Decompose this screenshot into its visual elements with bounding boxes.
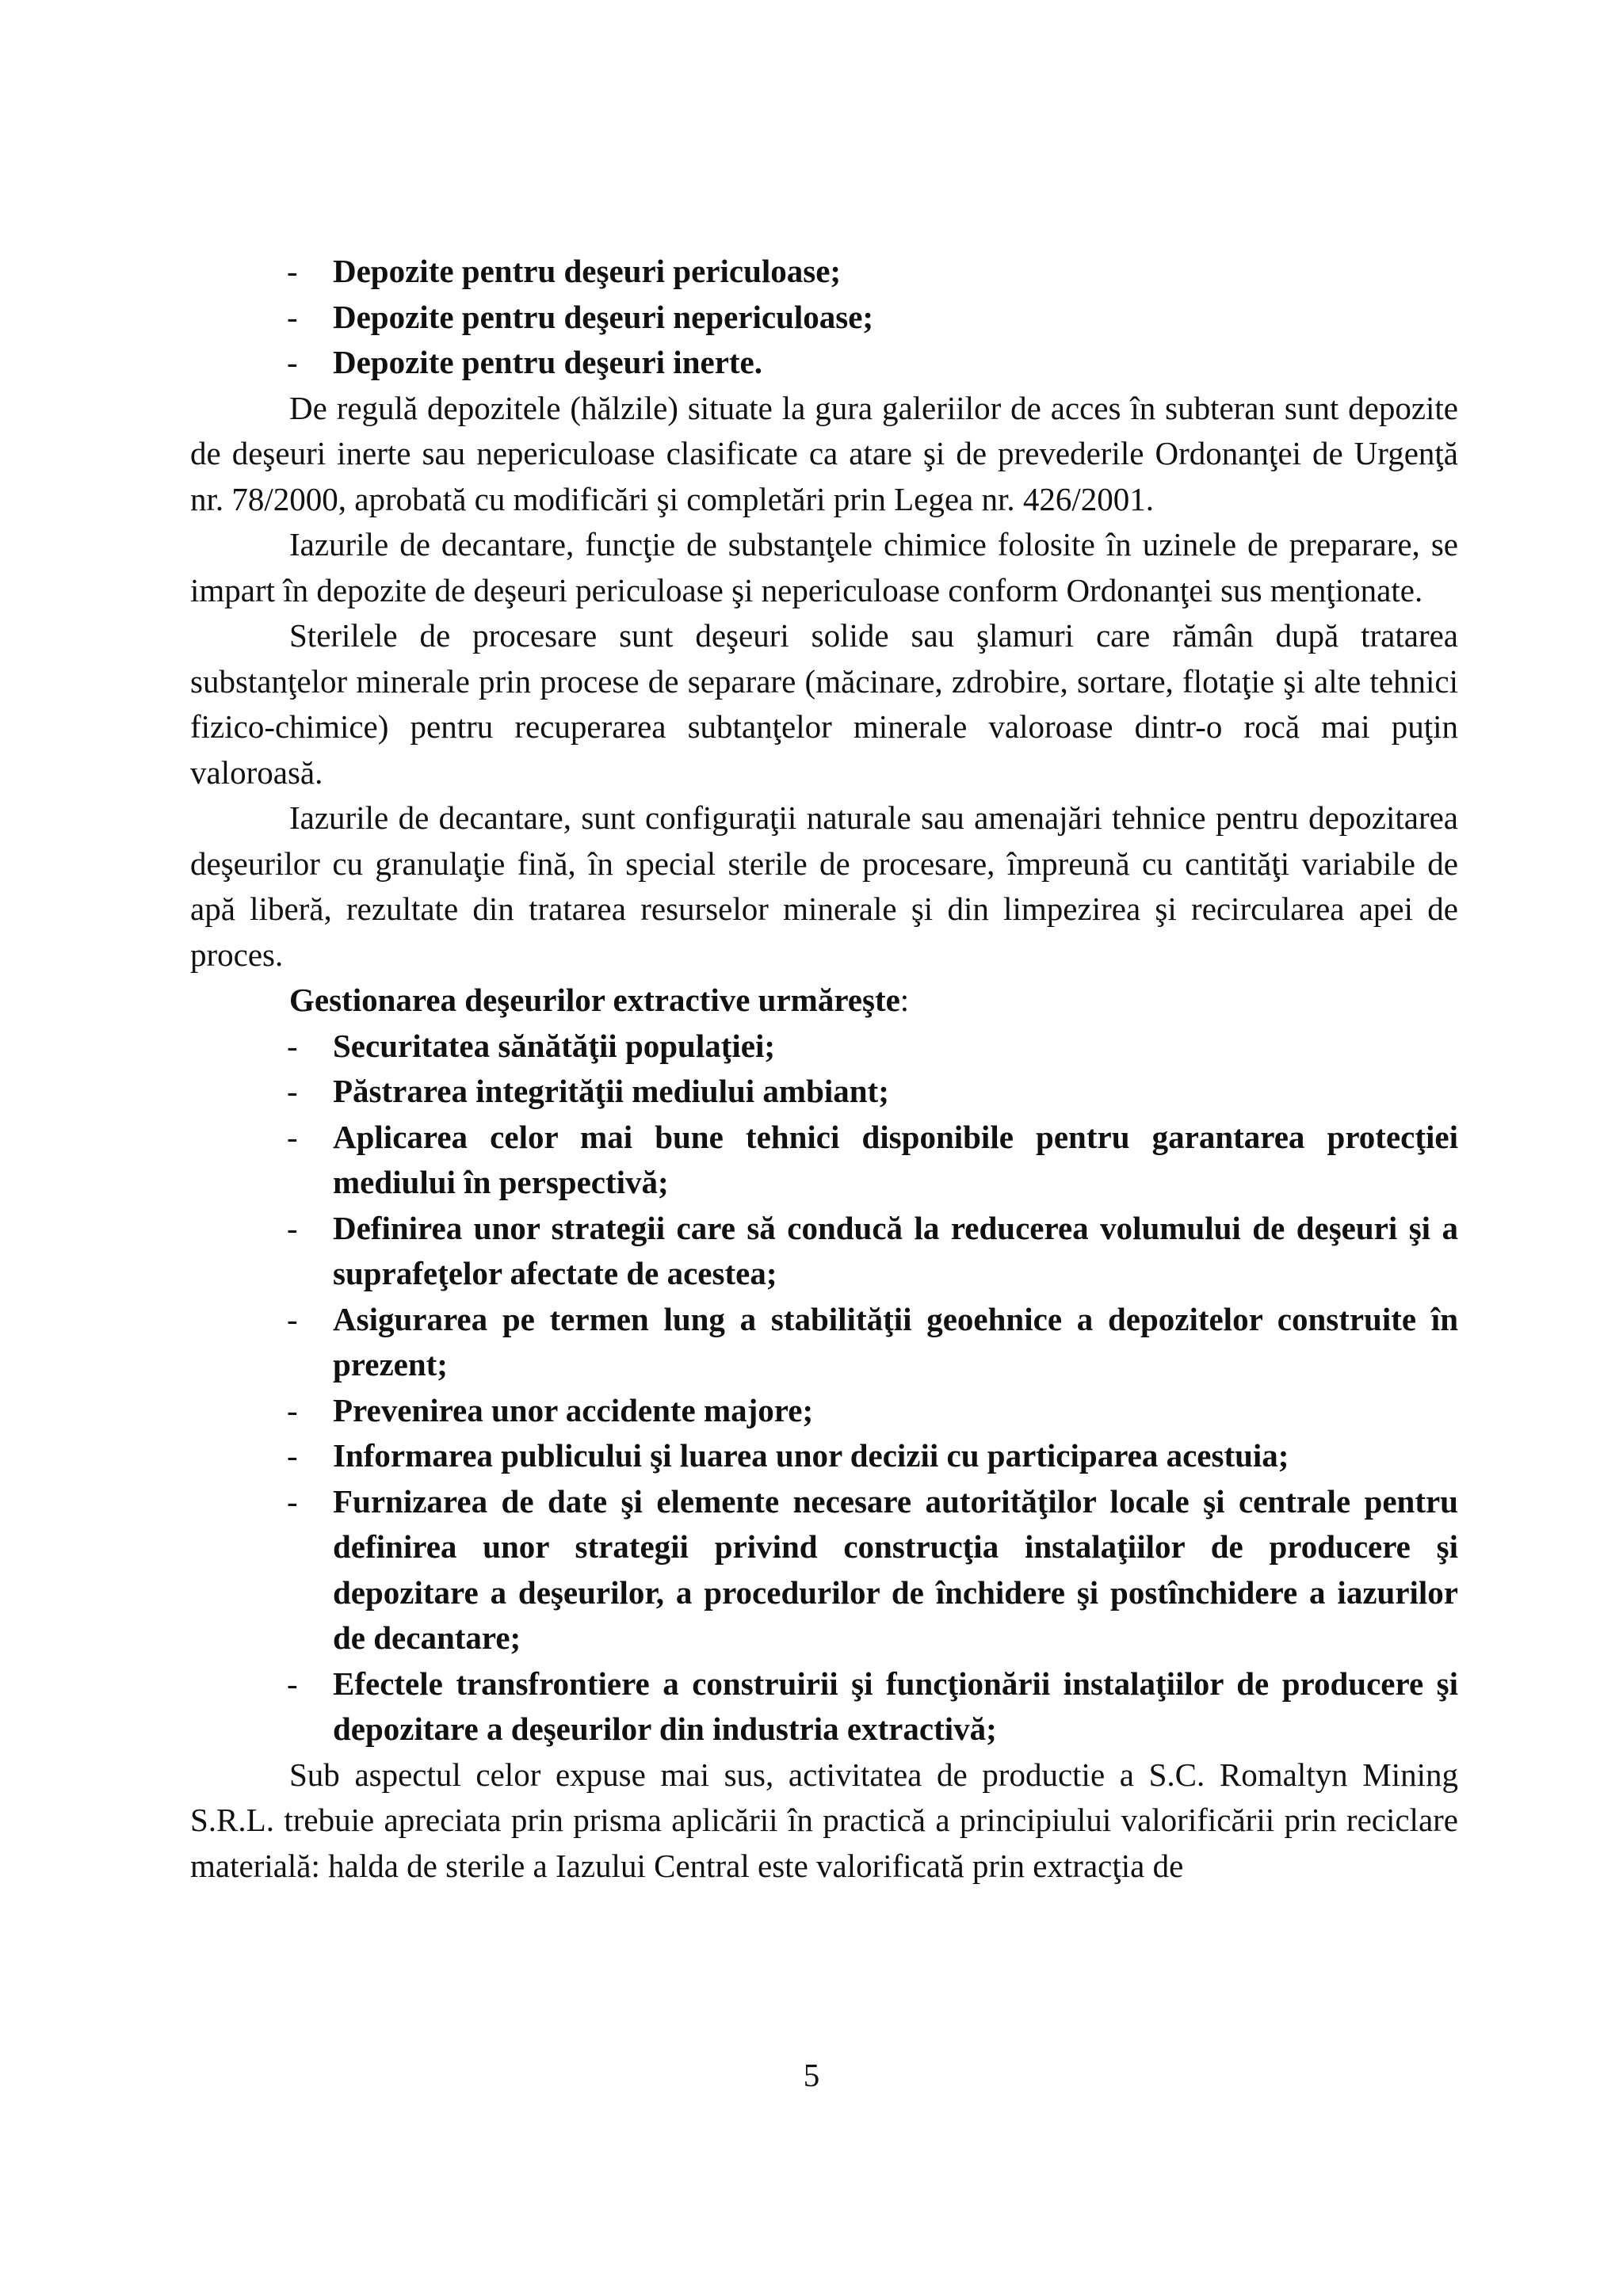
heading-suffix: : bbox=[899, 982, 910, 1018]
list-dash: - bbox=[287, 1391, 298, 1428]
list-item: - Prevenirea unor accidente majore; bbox=[190, 1388, 1458, 1434]
page-number: 5 bbox=[803, 2057, 820, 2093]
list-dash: - bbox=[287, 1118, 298, 1155]
list-item: - Asigurarea pe termen lung a stabilităţii geoehnice a depozitelor construite în prezent; bbox=[190, 1297, 1458, 1388]
heading-text: Gestionarea deşeurilor extractive urmăreşte bbox=[289, 982, 900, 1018]
deposit-types-list bbox=[190, 249, 1458, 386]
list-item: - Păstrarea integrităţii mediului ambiant; bbox=[190, 1069, 1458, 1115]
list-item: - Efectele transfrontiere a construirii şi funcţionării instalaţiilor de producere şi depozitare a deşeurilor din industria extractivă; bbox=[190, 1661, 1458, 1753]
paragraph: De regulă depozitele (hălzile) situate la gura galeriilor de acces în subteran sunt depozite de deşeuri inerte sau nepericuloase clasificate ca atare şi de prevederile Ordonanţei de Urgenţă nr. 78/2000, aprobată cu modificări şi completări prin Legea nr. 426/2001. bbox=[190, 389, 1458, 517]
closing-paragraph: Sub aspectul celor expuse mai sus, activitatea de productie a S.C. Romaltyn Mining S.R.L. trebuie apreciata prin prisma aplicării în practică a principiului valorificării prin reciclare materială: halda de sterile a Iazului Central este valorificată prin extracţia de bbox=[190, 1756, 1458, 1884]
list-dash: - bbox=[287, 1300, 298, 1337]
list-item: - Depozite pentru deşeuri nepericuloase; bbox=[190, 295, 1458, 341]
page-body bbox=[190, 249, 1458, 1889]
goals-list bbox=[190, 1024, 1458, 1753]
paragraph: Sterilele de procesare sunt deşeuri solide sau şlamuri care rămân după tratarea substanţelor minerale prin procese de separare (măcinare, zdrobire, sortare, flotaţie şi alte tehnici fizico-chimice) pentru recuperarea subtanţelor minerale valoroase dintr-o rocă mai puţin valoroasă. bbox=[190, 617, 1458, 791]
list-item: - Depozite pentru deşeuri inerte. bbox=[190, 340, 1458, 386]
list-item: - Depozite pentru deşeuri periculoase; bbox=[190, 249, 1458, 295]
list-item: - Furnizarea de date şi elemente necesare autorităţilor locale şi centrale pentru definirea unor strategii privind construcţia instalaţiilor de producere şi depozitare a deşeurilor, a procedurilor de închidere şi postînchidere a iazurilor de decantare; bbox=[190, 1479, 1458, 1661]
paragraph: Iazurile de decantare, funcţie de substanţele chimice folosite în uzinele de preparare, se impart în depozite de deşeuri periculoase şi nepericuloase conform Ordonanţei sus menţionate. bbox=[190, 526, 1458, 608]
section-heading bbox=[190, 978, 1458, 1024]
list-dash: - bbox=[287, 1482, 298, 1520]
list-dash: - bbox=[287, 1437, 298, 1474]
paragraph: Iazurile de decantare, sunt configuraţii naturale sau amenajări tehnice pentru depozitarea deşeurilor cu granulaţie fină, în special sterile de procesare, împreună cu cantităţi variabile de apă liberă, rezultate din tratarea resurselor minerale şi din limpezirea şi recircularea apei de proces. bbox=[190, 799, 1458, 973]
list-dash: - bbox=[287, 1073, 298, 1109]
list-item: - Informarea publicului şi luarea unor decizii cu participarea acestuia; bbox=[190, 1433, 1458, 1479]
list-dash: - bbox=[287, 1027, 298, 1064]
list-dash: - bbox=[287, 344, 298, 380]
list-item: - Aplicarea celor mai bune tehnici disponibile pentru garantarea protecţiei mediului în perspectivă; bbox=[190, 1115, 1458, 1206]
list-dash: - bbox=[287, 253, 298, 289]
list-dash: - bbox=[287, 1665, 298, 1702]
list-item: - Definirea unor strategii care să conducă la reducerea volumului de deşeuri şi a suprafeţelor afectate de acestea; bbox=[190, 1206, 1458, 1297]
list-dash: - bbox=[287, 298, 298, 335]
list-item: - Securitatea sănătăţii populaţiei; bbox=[190, 1024, 1458, 1070]
list-dash: - bbox=[287, 1209, 298, 1246]
